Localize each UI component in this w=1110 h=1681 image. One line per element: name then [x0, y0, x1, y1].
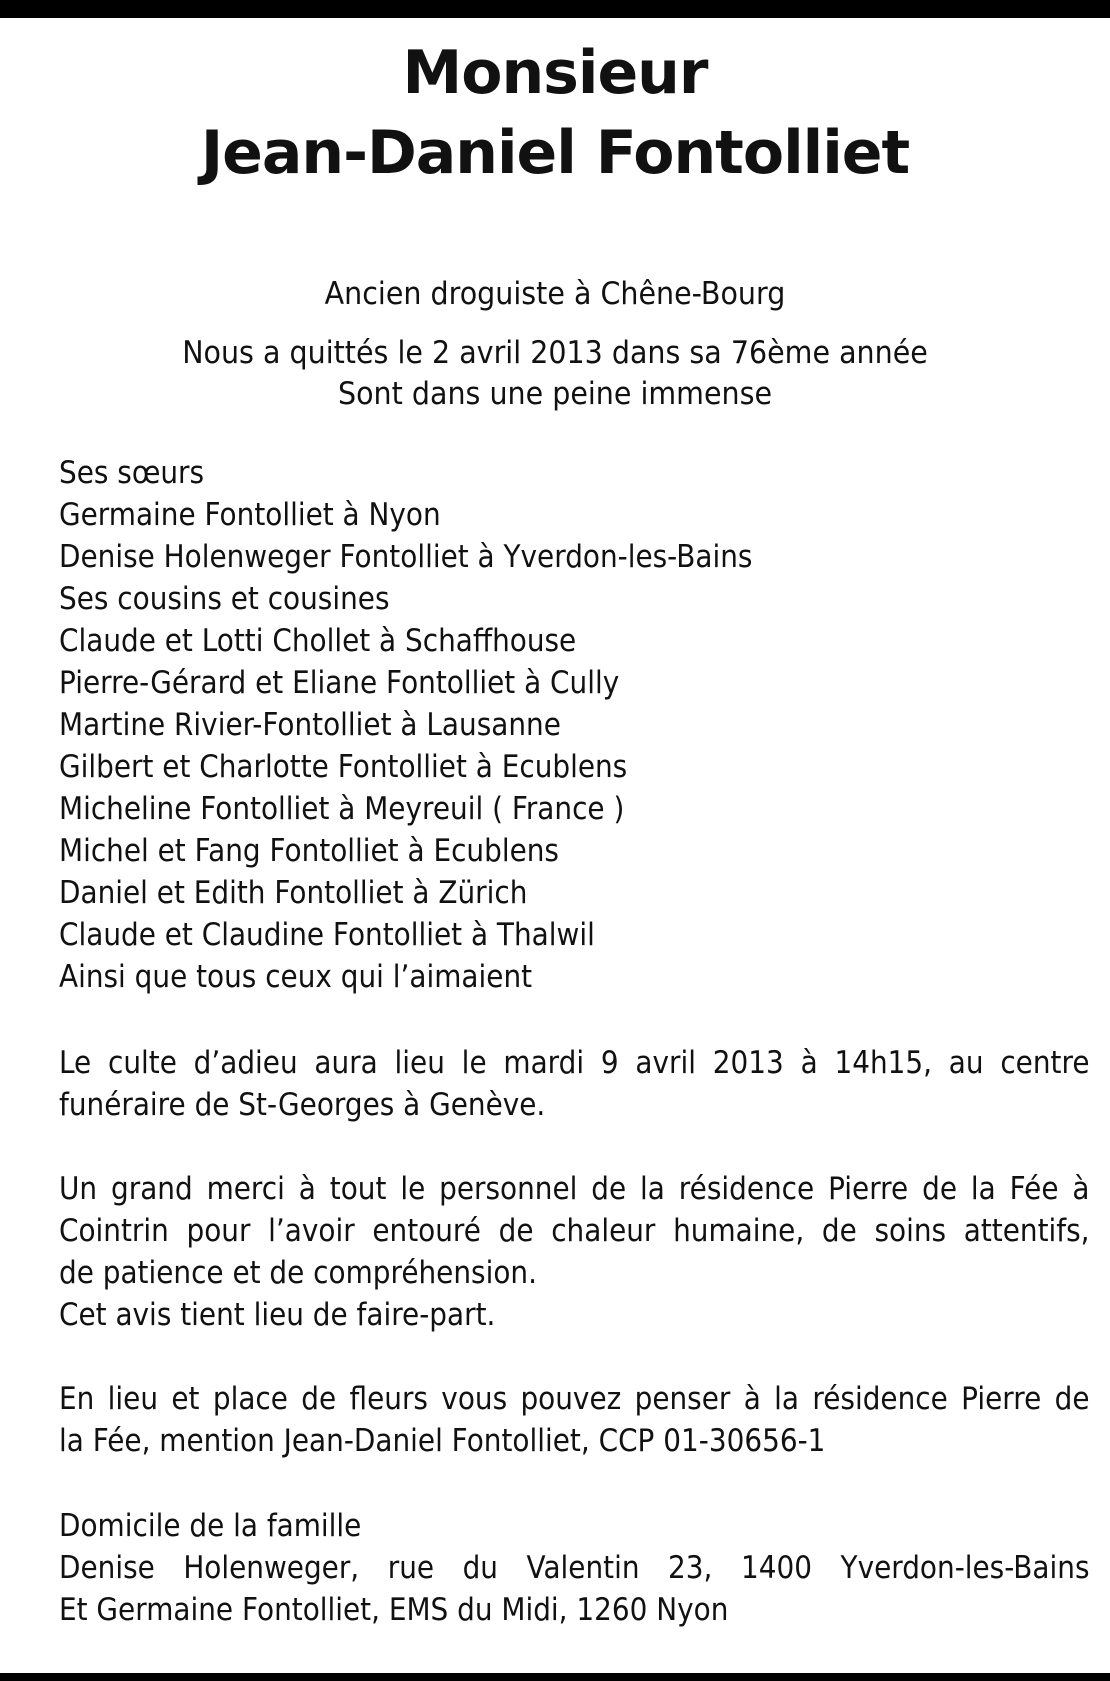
donation-paragraph [59, 1378, 1090, 1462]
thanks-line: Un grand merci à tout le personnel de la résidence Pierre de la Fée à [59, 1171, 1090, 1207]
grief-text: Sont dans une peine immense [337, 376, 773, 412]
passing-notice [44, 333, 1065, 415]
profession-line [44, 274, 1065, 315]
heading-honorific: Monsieur [402, 38, 708, 108]
ceremony-paragraph [59, 1042, 1090, 1126]
bottom-border-rule [0, 1673, 1110, 1681]
ceremony-line: funéraire de St-Georges à Genève. [59, 1087, 546, 1123]
family-list-item: Claude et Claudine Fontolliet à Thalwil [59, 917, 595, 953]
family-list-item: Michel et Fang Fontolliet à Ecublens [59, 833, 559, 869]
family-list-item: Micheline Fontolliet à Meyreuil ( France ) [59, 791, 625, 827]
thanks-paragraph [59, 1168, 1090, 1336]
domicile-line: Et Germaine Fontolliet, EMS du Midi, 1260 Nyon [59, 1592, 729, 1628]
thanks-line: Cointrin pour l’avoir entouré de chaleur humaine, de soins attentifs, [59, 1213, 1090, 1249]
thanks-line: de patience et de compréhension. [59, 1255, 537, 1291]
family-list [59, 452, 986, 998]
family-list-item: Ses sœurs [59, 455, 205, 491]
family-list-item: Martine Rivier-Fontolliet à Lausanne [59, 707, 561, 743]
family-list-item: Germaine Fontolliet à Nyon [59, 497, 441, 533]
profession-text: Ancien droguiste à Chêne-Bourg [324, 276, 786, 312]
domicile-paragraph [59, 1505, 1090, 1631]
family-list-item: Ses cousins et cousines [59, 581, 390, 617]
donation-line: la Fée, mention Jean-Daniel Fontolliet, CCP 01-30656-1 [59, 1423, 826, 1459]
family-list-item: Daniel et Edith Fontolliet à Zürich [59, 875, 528, 911]
top-border-rule [0, 0, 1110, 18]
family-list-item: Claude et Lotti Chollet à Schaffhouse [59, 623, 577, 659]
donation-line: En lieu et place de fleurs vous pouvez penser à la résidence Pierre de [59, 1381, 1090, 1417]
thanks-line: Cet avis tient lieu de faire-part. [59, 1297, 496, 1333]
domicile-label: Domicile de la famille [59, 1508, 362, 1544]
family-list-item: Denise Holenweger Fontolliet à Yverdon-les-Bains [59, 539, 753, 575]
ceremony-line: Le culte d’adieu aura lieu le mardi 9 avril 2013 à 14h15, au centre [59, 1045, 1090, 1081]
heading-full-name: Jean-Daniel Fontolliet [200, 118, 910, 188]
domicile-line: Denise Holenweger, rue du Valentin 23, 1400 Yverdon-les-Bains [59, 1550, 1090, 1586]
family-list-item: Gilbert et Charlotte Fontolliet à Ecublens [59, 749, 628, 785]
family-list-item: Pierre-Gérard et Eliane Fontolliet à Cully [59, 665, 620, 701]
deceased-name-heading [0, 33, 1110, 193]
family-list-item: Ainsi que tous ceux qui l’aimaient [59, 959, 533, 995]
passing-date-text: Nous a quittés le 2 avril 2013 dans sa 76ème année [182, 335, 928, 371]
